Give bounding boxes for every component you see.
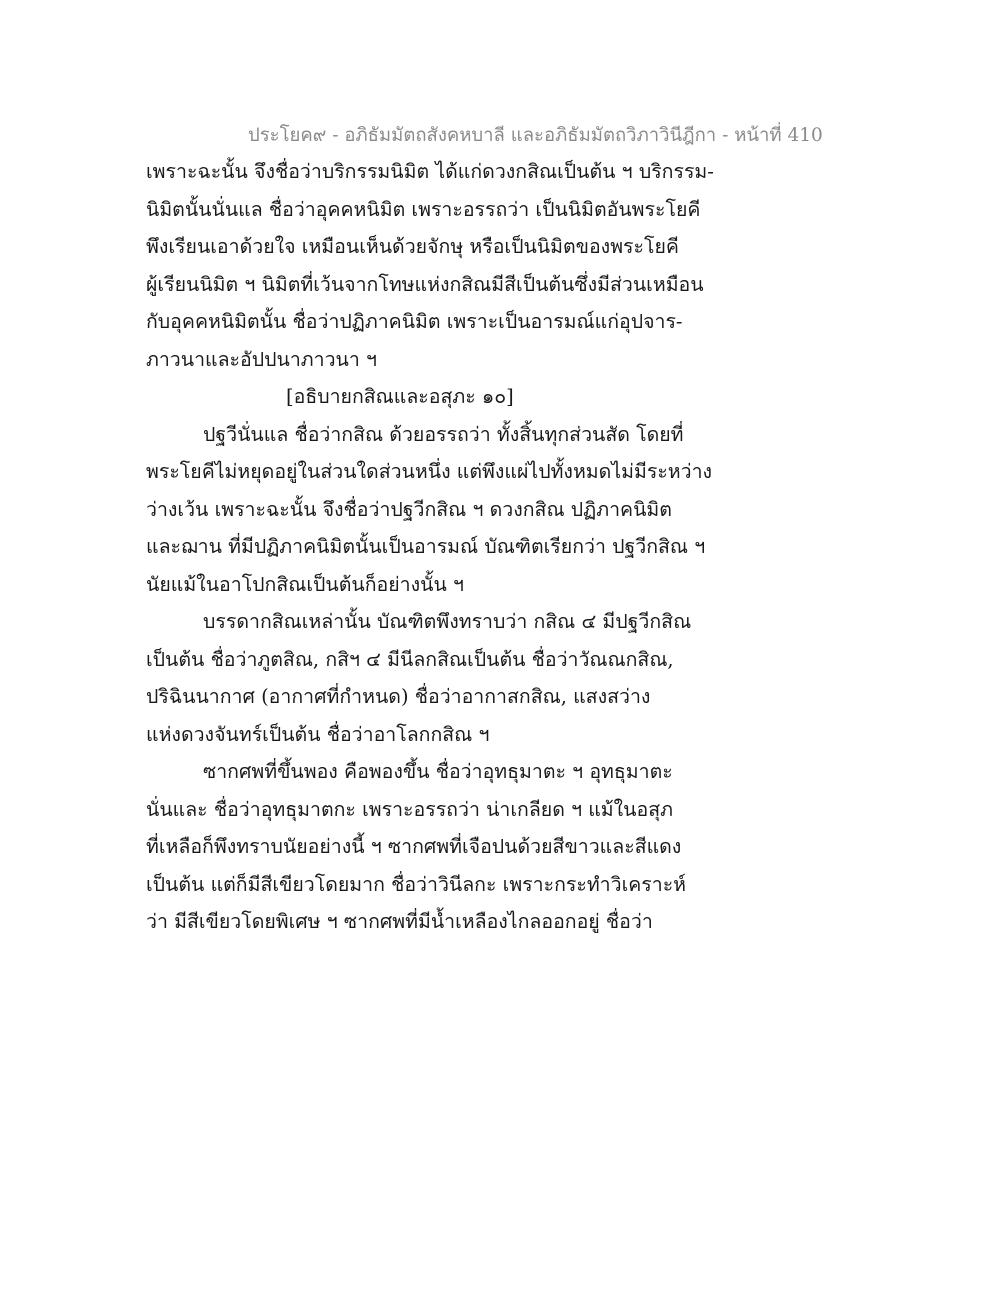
text-line: บรรดากสิณเหล่านั้น บัณฑิตพึงทราบว่า กสิณ ๔ มีปฐวีกสิณ xyxy=(203,610,692,633)
text-line: ปฐวีนั่นแล ชื่อว่ากสิณ ด้วยอรรถว่า ทั้งสิ้นทุกส่วนสัด โดยที่ xyxy=(203,422,684,446)
paragraph-1 xyxy=(146,160,746,385)
text-line: ว่า มีสีเขียวโดยพิเศษ ฯ ซากศพที่มีน้ำเหลืองไกลออกอยู่ ชื่อว่า xyxy=(146,910,653,933)
section-heading xyxy=(146,385,746,423)
text-line: พึงเรียนเอาด้วยใจ เหมือนเห็นด้วยจักษุ หรือเป็นนิมิตของพระโยคี xyxy=(146,235,679,258)
text-line: ว่างเว้น เพราะฉะนั้น จึงชื่อว่าปฐวีกสิณ ฯ ดวงกสิณ ปฏิภาคนิมิต xyxy=(146,497,672,521)
text-line: นิมิตนั้นนั่นแล ชื่อว่าอุคคหนิมิต เพราะอรรถว่า เป็นนิมิตอันพระโยคี xyxy=(146,197,701,221)
text-line: ซากศพที่ขึ้นพอง คือพองขึ้น ชื่อว่าอุทธุมาตะ ฯ อุทธุมาตะ xyxy=(203,760,673,783)
paragraph-3 xyxy=(146,610,746,760)
paragraph-4 xyxy=(146,760,746,948)
text-line: พระโยคีไม่หยุดอยู่ในส่วนใดส่วนหนึ่ง แต่พึงแผ่ไปทั้งหมดไม่มีระหว่าง xyxy=(146,460,713,483)
text-line: นั่นและ ชื่อว่าอุทธุมาตกะ เพราะอรรถว่า น่าเกลียด ฯ แม้ในอสุภ xyxy=(146,797,673,821)
text-line: เป็นต้น แต่ก็มีสีเขียวโดยมาก ชื่อว่าวินีลกะ เพราะกระทำวิเคราะห์ xyxy=(146,872,687,896)
text-line: นัยแม้ในอาโปกสิณเป็นต้นก็อย่างนั้น ฯ xyxy=(146,572,464,596)
page-header: ประโยค๙ - อภิธัมมัตถสังคหบาลี และอภิธัมมัตถวิภาวินีฎีกา - หน้าที่ 410 xyxy=(248,125,823,146)
text-line: แห่งดวงจันทร์เป็นต้น ชื่อว่าอาโลกกสิณ ฯ xyxy=(146,722,490,746)
paragraph-2 xyxy=(146,423,746,611)
text-line: ที่เหลือก็พึงทราบนัยอย่างนี้ ฯ ซากศพที่เจือปนด้วยสีขาวและสีแดง xyxy=(146,835,682,858)
section-heading-text: [อธิบายกสิณและอสุภะ ๑๐] xyxy=(286,385,514,408)
text-line: และฌาน ที่มีปฏิภาคนิมิตนั้นเป็นอารมณ์ บัณฑิตเรียกว่า ปฐวีกสิณ ฯ xyxy=(146,535,706,558)
text-line: เป็นต้น ชื่อว่าภูตสิณ, กสิฯ ๔ มีนีลกสิณเป็นต้น ชื่อว่าวัณณกสิณ, xyxy=(146,647,674,671)
text-line: ภาวนาและอัปปนาภาวนา ฯ xyxy=(146,347,377,371)
text-line: ผู้เรียนนิมิต ฯ นิมิตที่เว้นจากโทษแห่งกสิณมีสีเป็นต้นซึ่งมีส่วนเหมือน xyxy=(146,272,704,296)
text-line: ปริฉินนากาศ (อากาศที่กำหนด) ชื่อว่าอากาสกสิณ, แสงสว่าง xyxy=(146,685,651,708)
text-line: กับอุคคหนิมิตนั้น ชื่อว่าปฏิภาคนิมิต เพราะเป็นอารมณ์แก่อุปจาร- xyxy=(146,310,683,333)
text-line: เพราะฉะนั้น จึงชื่อว่าบริกรรมนิมิต ได้แก่ดวงกสิณเป็นต้น ฯ บริกรรม- xyxy=(146,160,714,183)
body-text xyxy=(146,160,746,948)
